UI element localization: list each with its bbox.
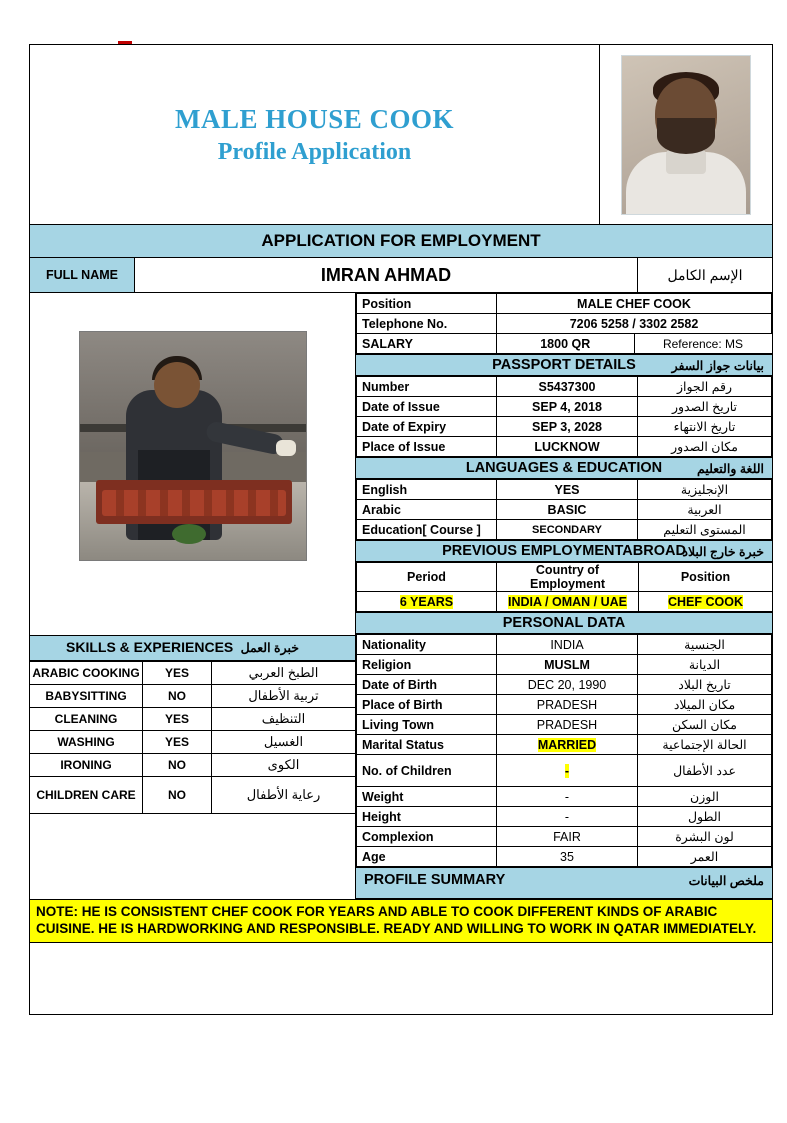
full-name-arabic: الإسم الكامل — [667, 266, 743, 283]
left-column — [30, 293, 356, 899]
complexion-label: Complexion — [357, 827, 497, 847]
skill-name: CLEANING — [30, 708, 143, 731]
nationality-arabic: الجنسية — [638, 635, 772, 655]
table-row — [357, 314, 772, 334]
period-value: 6 YEARS — [399, 594, 454, 609]
issue-date-value: SEP 4, 2018 — [497, 397, 638, 417]
skill-arabic: رعاية الأطفال — [212, 777, 356, 814]
period-header: Period — [357, 563, 497, 592]
marital-status-label: Marital Status — [357, 735, 497, 755]
issue-date-label: Date of Issue — [357, 397, 497, 417]
header-titles — [30, 45, 600, 224]
skills-table — [30, 661, 355, 814]
english-label: English — [357, 480, 497, 500]
title-main: MALE HOUSE COOK — [174, 103, 455, 134]
profile-summary-note: NOTE: HE IS CONSISTENT CHEF COOK FOR YEARS AND ABLE TO COOK DIFFERENT KINDS OF ARABIC CUISINE. HE IS HARDWORKING AND RESPONSIBLE. READY AND WILLING TO WORK IN QATAR IMMEDIATELY. — [30, 899, 772, 943]
table-row — [357, 500, 772, 520]
complexion-value: FAIR — [497, 827, 638, 847]
nationality-value: INDIA — [497, 635, 638, 655]
position-value: MALE CHEF COOK — [497, 294, 772, 314]
country-header: Country of Employment — [497, 563, 639, 592]
issue-place-arabic: مكان الصدور — [638, 437, 772, 457]
skill-name: IRONING — [30, 754, 143, 777]
marital-status-arabic: الحالة الإجتماعية — [638, 735, 772, 755]
table-row — [30, 708, 355, 731]
full-name-row — [30, 258, 772, 293]
passport-band-arabic: بيانات جواز السفر — [671, 359, 764, 373]
expiry-date-arabic: تاريخ الانتهاء — [638, 417, 772, 437]
living-town-arabic: مكان السكن — [638, 715, 772, 735]
table-row — [357, 807, 772, 827]
skill-arabic: الطبخ العربي — [212, 662, 356, 685]
skill-value: NO — [143, 685, 212, 708]
living-town-value: PRADESH — [497, 715, 638, 735]
telephone-label: Telephone No. — [357, 314, 497, 334]
table-row — [357, 334, 772, 354]
table-row — [357, 520, 772, 540]
dob-value: DEC 20, 1990 — [497, 675, 638, 695]
skills-band-label: SKILLS & EXPERIENCES — [66, 639, 234, 655]
skill-value: NO — [143, 777, 212, 814]
full-name-label: FULL NAME — [30, 258, 135, 292]
table-row — [357, 655, 772, 675]
weight-arabic: الوزن — [638, 787, 772, 807]
skill-value: YES — [143, 731, 212, 754]
table-row — [357, 397, 772, 417]
table-row — [357, 294, 772, 314]
title-sub: Profile Application — [217, 138, 412, 165]
issue-place-label: Place of Issue — [357, 437, 497, 457]
education-value: SECONDARY — [497, 520, 638, 540]
skill-name: BABYSITTING — [30, 685, 143, 708]
profile-summary-label: PROFILE SUMMARY — [364, 872, 506, 888]
weight-value: - — [497, 787, 638, 807]
arabic-label: Arabic — [357, 500, 497, 520]
table-row — [30, 662, 355, 685]
table-row — [357, 437, 772, 457]
application-band: APPLICATION FOR EMPLOYMENT — [30, 225, 772, 258]
passport-table — [356, 376, 772, 457]
personal-data-table — [356, 634, 772, 867]
skill-name: WASHING — [30, 731, 143, 754]
skill-arabic: التنظيف — [212, 708, 356, 731]
height-arabic: الطول — [638, 807, 772, 827]
skills-band-arabic: خبرة العمل — [240, 641, 299, 655]
position-label: Position — [357, 294, 497, 314]
pob-label: Place of Birth — [357, 695, 497, 715]
issue-date-arabic: تاريخ الصدور — [638, 397, 772, 417]
arabic-value: BASIC — [497, 500, 638, 520]
table-row — [30, 685, 355, 708]
table-row — [30, 777, 355, 814]
languages-table — [356, 479, 772, 540]
table-row — [357, 417, 772, 437]
dob-arabic: تاريخ البلاد — [638, 675, 772, 695]
religion-arabic: الديانة — [638, 655, 772, 675]
country-value: INDIA / OMAN / UAE — [508, 594, 627, 609]
previous-employment-arabic: خبرة خارج البلاد — [682, 545, 764, 559]
portrait-photo — [621, 55, 751, 215]
arabic-arabic: العربية — [638, 500, 772, 520]
skill-value: NO — [143, 754, 212, 777]
telephone-value: 7206 5258 / 3302 2582 — [497, 314, 772, 334]
top-info-table — [356, 293, 772, 354]
full-name-value: IMRAN AHMAD — [135, 258, 638, 292]
nationality-label: Nationality — [357, 635, 497, 655]
table-row — [357, 787, 772, 807]
languages-band-arabic: اللغة والتعليم — [697, 462, 764, 476]
marital-status-value: MARRIED — [537, 737, 597, 752]
pob-arabic: مكان الميلاد — [638, 695, 772, 715]
age-arabic: العمر — [638, 847, 772, 867]
education-arabic: المستوى التعليم — [638, 520, 772, 540]
profile-summary-band — [356, 867, 772, 899]
table-row — [357, 592, 773, 612]
form-footer-space — [30, 943, 772, 1005]
previous-employment-table — [356, 562, 772, 612]
table-row — [357, 755, 772, 787]
position-header: Position — [639, 563, 773, 592]
table-row — [357, 827, 772, 847]
religion-label: Religion — [357, 655, 497, 675]
table-row — [357, 480, 772, 500]
portrait-photo-cell — [600, 45, 772, 224]
skill-arabic: تربية الأطفال — [212, 685, 356, 708]
table-row — [357, 695, 772, 715]
table-row — [357, 635, 772, 655]
table-row — [357, 735, 772, 755]
skill-arabic: الغسيل — [212, 731, 356, 754]
english-value: YES — [497, 480, 638, 500]
form-header — [30, 45, 772, 225]
living-town-label: Living Town — [357, 715, 497, 735]
form-body — [30, 293, 772, 899]
languages-band — [356, 457, 772, 479]
skill-value: YES — [143, 662, 212, 685]
religion-value: MUSLM — [497, 655, 638, 675]
age-value: 35 — [497, 847, 638, 867]
skill-value: YES — [143, 708, 212, 731]
profile-summary-arabic: ملخص البيانات — [688, 874, 764, 888]
salary-label: SALARY — [357, 334, 497, 354]
table-header-row — [357, 563, 773, 592]
languages-band-label: LANGUAGES & EDUCATION — [465, 460, 663, 476]
personal-data-label: PERSONAL DATA — [502, 615, 626, 631]
table-row — [357, 675, 772, 695]
skills-band — [30, 635, 355, 661]
weight-label: Weight — [357, 787, 497, 807]
english-arabic: الإنجليزية — [638, 480, 772, 500]
table-row — [30, 754, 355, 777]
expiry-date-label: Date of Expiry — [357, 417, 497, 437]
passport-band — [356, 354, 772, 376]
issue-place-value: LUCKNOW — [497, 437, 638, 457]
table-row — [357, 377, 772, 397]
passport-number-arabic: رقم الجواز — [638, 377, 772, 397]
skill-name: ARABIC COOKING — [30, 662, 143, 685]
personal-data-band — [356, 612, 772, 634]
children-count-value: - — [564, 763, 570, 778]
salary-value: 1800 QR — [497, 334, 635, 354]
table-row — [357, 847, 772, 867]
table-row — [30, 731, 355, 754]
passport-number-value: S5437300 — [497, 377, 638, 397]
dob-label: Date of Birth — [357, 675, 497, 695]
application-form — [29, 44, 773, 1015]
reference-value: Reference: MS — [634, 334, 772, 354]
children-count-arabic: عدد الأطفال — [638, 755, 772, 787]
passport-band-label: PASSPORT DETAILS — [492, 357, 636, 373]
position-value: CHEF COOK — [668, 594, 743, 609]
height-value: - — [497, 807, 638, 827]
expiry-date-value: SEP 3, 2028 — [497, 417, 638, 437]
skill-name: CHILDREN CARE — [30, 777, 143, 814]
previous-employment-band — [356, 540, 772, 562]
previous-employment-label: PREVIOUS EMPLOYMENTABROAD — [442, 543, 686, 559]
age-label: Age — [357, 847, 497, 867]
passport-number-label: Number — [357, 377, 497, 397]
skill-arabic: الكوى — [212, 754, 356, 777]
work-photo — [79, 331, 307, 561]
education-label: Education[ Course ] — [357, 520, 497, 540]
height-label: Height — [357, 807, 497, 827]
right-column — [356, 293, 772, 899]
pob-value: PRADESH — [497, 695, 638, 715]
children-count-label: No. of Children — [357, 755, 497, 787]
table-row — [357, 715, 772, 735]
complexion-arabic: لون البشرة — [638, 827, 772, 847]
